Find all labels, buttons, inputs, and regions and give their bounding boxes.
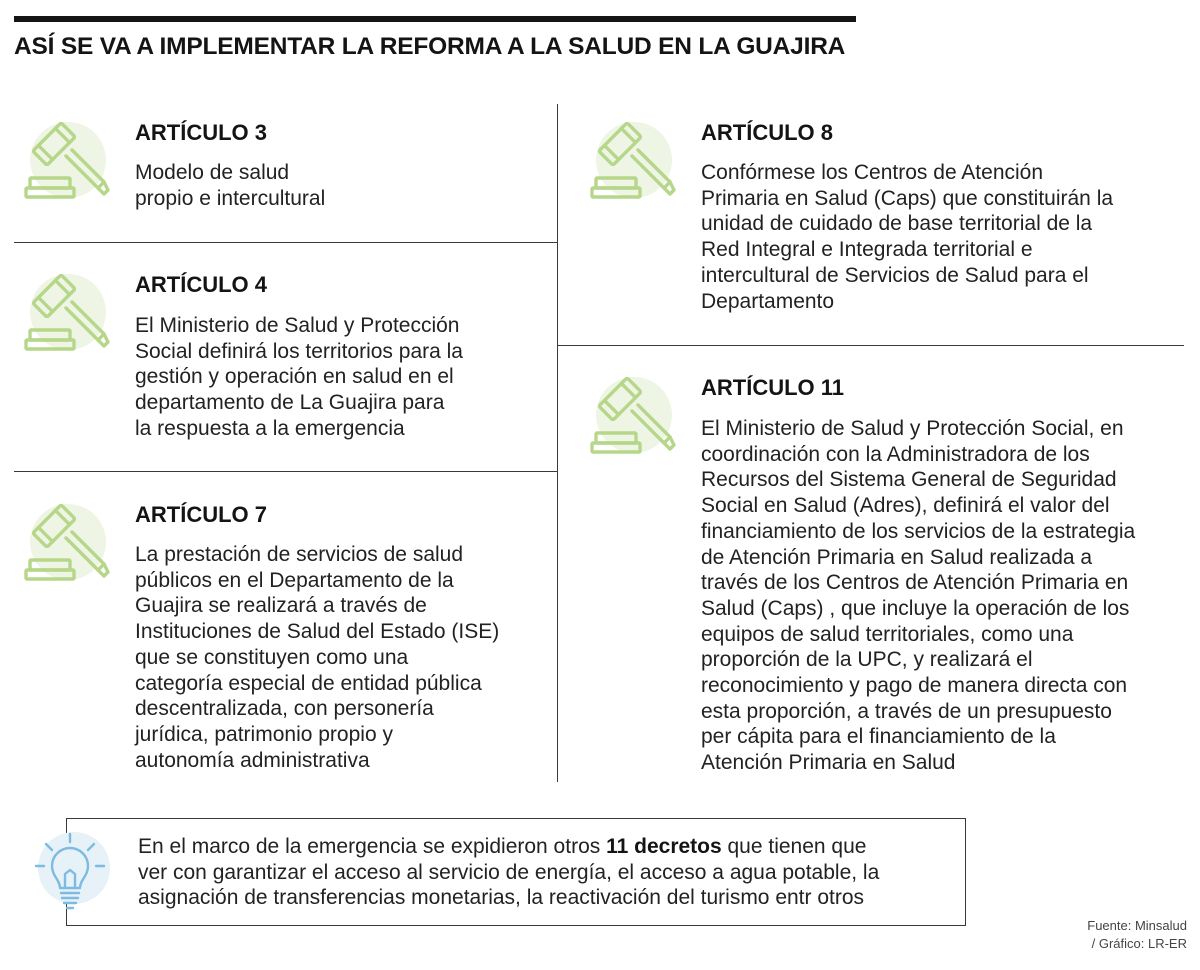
page-title: ASÍ SE VA A IMPLEMENTAR LA REFORMA A LA SALUD EN LA GUAJIRA — [14, 33, 846, 60]
column-divider — [557, 104, 558, 782]
article-body: Confórmese los Centros de Atención Primaria en Salud (Caps) que constituirán la unidad de cuidado de base territorial de la Red Integral e Integrada territorial e intercultural de Servicios de Salud para el Departamento — [701, 161, 1114, 313]
article-title: ARTÍCULO 11 — [701, 375, 845, 400]
article-title: ARTÍCULO 3 — [135, 120, 267, 145]
top-rule — [14, 16, 856, 22]
article-body: La prestación de servicios de salud públicos en el Departamento de la Guajira se realizará a través de Instituciones de Salud del Estado (ISE) que se constituyen como una categoría especial de entidad pública descentralizada, con personería jurídica, patrimonio propio y autonomía administrativa — [135, 543, 500, 772]
row-divider-1 — [14, 242, 557, 243]
gavel-icon — [24, 120, 110, 202]
article-body: El Ministerio de Salud y Protección Social definirá los territorios para la gestión y operación en salud en el departamento de La Guajira para la respuesta a la emergencia — [135, 314, 463, 440]
row-divider-2 — [14, 471, 557, 472]
article-body: El Ministerio de Salud y Protección Social, en coordinación con la Administradora de los Recursos del Sistema General de Seguridad Social en Salud (Adres), definirá el valor del financiamiento de los servicios de la estrategia de Atención Primaria en Salud realizada a través de los Centros de Atención Primaria en Salud (Caps) , que incluye la operación de los equipos de salud territoriales, como una proporción de la UPC, y realizará el reconocimiento y pago de manera directa con esta proporción, a través de un presupuesto per cápita para el financiamiento de la Atención Primaria en Salud — [701, 417, 1136, 775]
note-text: En el marco de la emergencia se expidieron otros 11 decretos que tienen que ver con garantizar el acceso al servicio de energía, el acceso a agua potable, la asignación de transferencias monetarias, la reactivación del turismo entr otros — [138, 835, 880, 910]
article-body: Modelo de salud propio e intercultural — [135, 161, 326, 210]
row-divider-3 — [557, 345, 1184, 346]
article-title: ARTÍCULO 7 — [135, 502, 267, 527]
lightbulb-icon — [28, 828, 112, 914]
gavel-icon — [590, 120, 676, 202]
article-title: ARTÍCULO 4 — [135, 272, 267, 297]
note-highlight: 11 decretos — [606, 835, 722, 858]
gavel-icon — [24, 272, 110, 354]
article-title: ARTÍCULO 8 — [701, 120, 833, 145]
gavel-icon — [24, 502, 110, 584]
gavel-icon — [590, 375, 676, 457]
source-credit: Fuente: Minsalud / Gráfico: LR-ER — [1087, 918, 1187, 951]
